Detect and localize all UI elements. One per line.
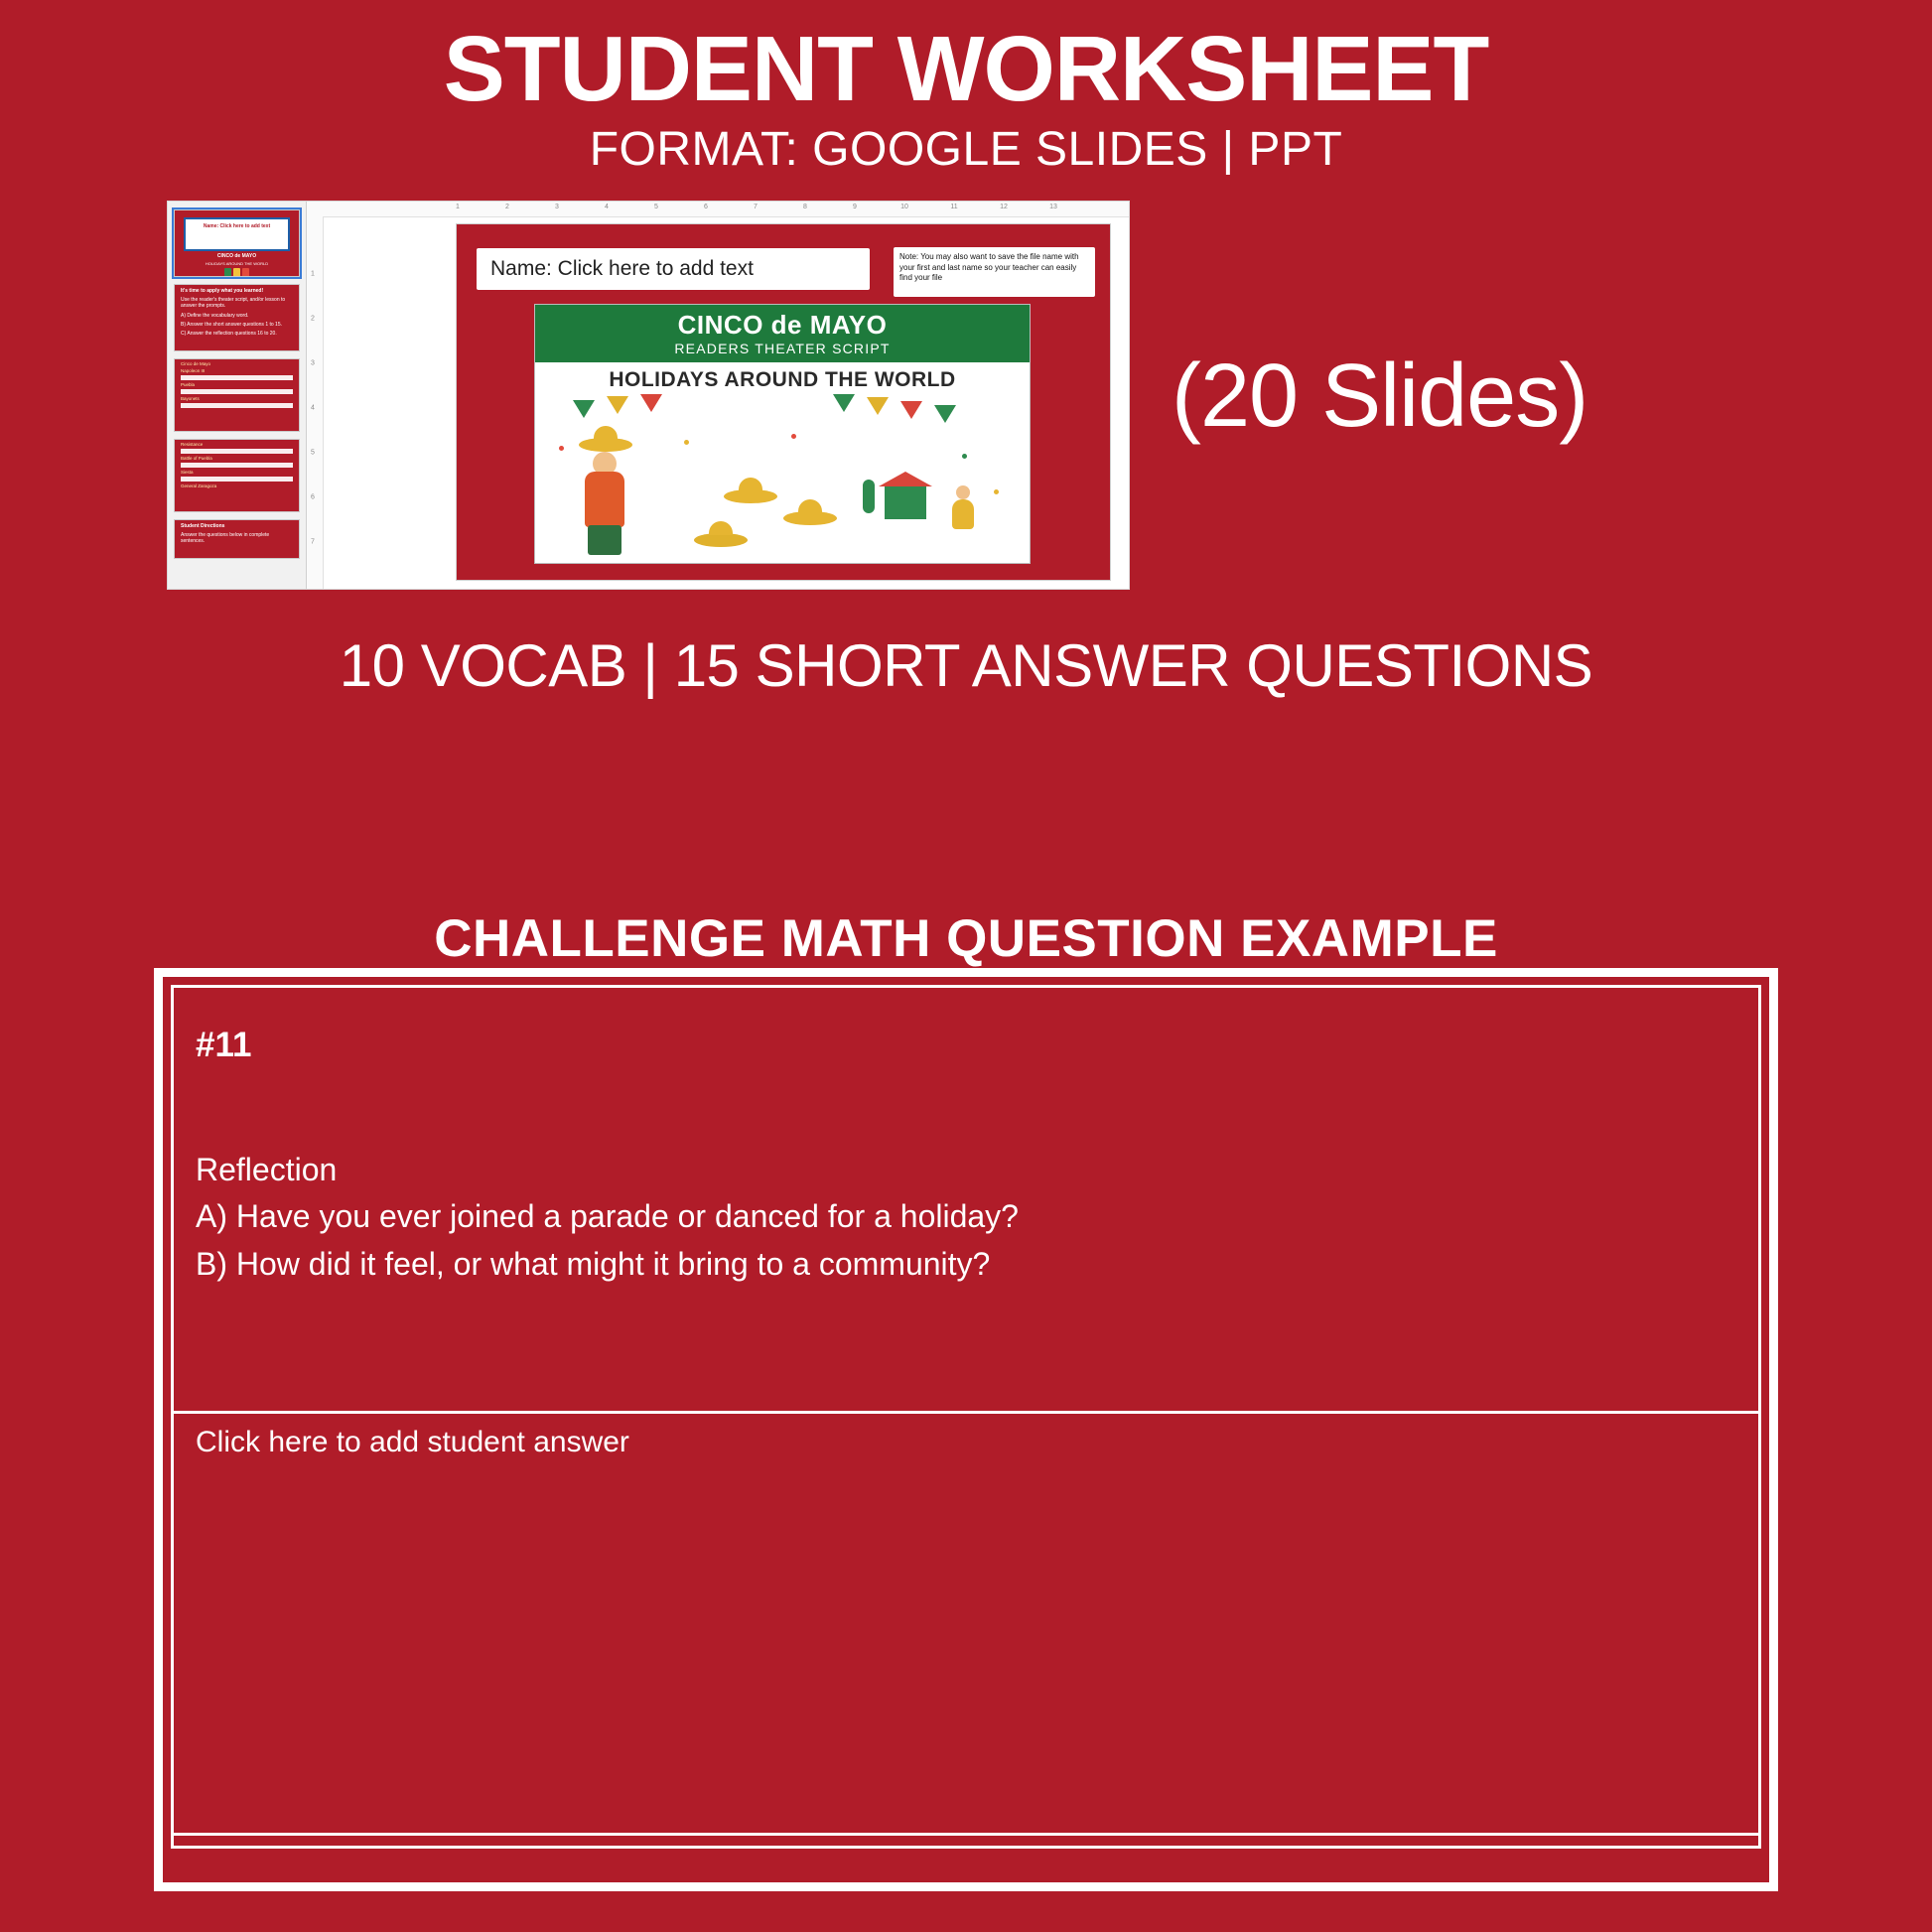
thumb-line: C) Answer the reflection questions 16 to 20. [181,331,277,338]
question-card [171,985,1761,1414]
bunting-flag-icon [640,394,662,412]
thumb-line: Use the reader's theater script, and/or lesson to answer the prompts. [181,297,286,310]
list-item[interactable] [174,358,300,432]
slide-canvas[interactable] [456,223,1111,581]
thumb-answer-line [181,449,293,454]
page-title: STUDENT WORKSHEET [443,17,1489,120]
ruler-tick: 3 [311,359,315,367]
house-icon [885,485,926,519]
thumb-answer-line [181,389,293,394]
cover-image [534,304,1031,564]
thumb-heading: Student Directions [181,522,225,529]
thumb-line: A) Define the vocabulary word. [181,312,249,319]
thumb-label: Puebla [181,381,196,387]
thumb-art [175,268,299,277]
confetti-icon [559,446,564,451]
thumb-label: General Zaragoza [181,483,217,488]
answer-card[interactable] [171,1414,1761,1849]
thumb-heading: Cinco de Mayo [181,360,211,366]
horizontal-ruler [307,202,1129,217]
sombrero-icon [579,438,632,452]
question-number: #11 [196,1026,252,1064]
ruler-tick: 8 [803,203,807,210]
thumb-label: Siesta [181,469,194,475]
thumb-answer-line [181,403,293,408]
ruler-tick: 5 [311,449,315,457]
bunting-flag-icon [900,401,922,419]
list-item[interactable] [174,519,300,559]
ruler-tick: 2 [311,315,315,323]
ruler-tick: 1 [456,203,460,210]
thumb-line: B) Answer the short answer questions 1 to 15. [181,321,282,328]
answer-divider [174,1833,1758,1836]
vocab-summary-label: 10 VOCAB | 15 SHORT ANSWER QUESTIONS [339,631,1593,699]
screenshot-row [0,201,1932,627]
thumb-label: Battle of Puebla [181,455,212,461]
note-textbox: Note: You may also want to save the file name with your first and last name so your teacher can easily find your file [893,246,1096,298]
list-item[interactable] [174,209,300,277]
vertical-ruler [307,216,324,589]
cover-header [535,305,1030,362]
thumb-answer-line [181,463,293,468]
answer-placeholder[interactable]: Click here to add student answer [196,1426,629,1458]
confetti-icon [962,454,967,459]
ruler-tick: 2 [505,203,509,210]
thumb-label: Napoleon III [181,367,206,373]
ruler-tick: 6 [704,203,708,210]
confetti-icon [791,434,796,439]
bunting-flag-icon [934,405,956,423]
cactus-icon [863,480,875,513]
sombrero-icon [724,489,777,503]
ruler-tick: 7 [754,203,758,210]
page-subtitle: FORMAT: GOOGLE SLIDES | PPT [589,122,1343,176]
ruler-tick: 6 [311,493,315,501]
name-field[interactable]: Name: Click here to add text [475,246,872,292]
decor-shape-icon [224,268,231,277]
list-item[interactable] [174,284,300,351]
ruler-tick: 3 [555,203,559,210]
plate-icon [694,533,748,547]
ruler-tick: 7 [311,538,315,546]
ruler-tick: 5 [654,203,658,210]
question-line-b: B) How did it feel, or what might it bring to a community? [196,1245,991,1282]
thumb-cover-band: HOLIDAYS AROUND THE WORLD [205,260,269,266]
thumb-cover-title: CINCO de MAYO [216,252,257,259]
cover-band: HOLIDAYS AROUND THE WORLD [609,367,956,391]
list-item[interactable] [174,439,300,512]
thumb-line: Answer the questions below in complete sentences. [181,532,270,545]
bunting-flag-icon [867,397,889,415]
bunting-flag-icon [607,396,628,414]
ruler-tick: 4 [605,203,609,210]
person-legs-icon [588,525,621,555]
ruler-tick: 12 [1000,203,1008,210]
cover-subtitle: READERS THEATER SCRIPT [674,340,891,356]
ruler-tick: 11 [950,203,958,210]
thumb-title: Name: Click here to add text [184,217,290,251]
ruler-tick: 10 [900,203,908,210]
sombrero-icon [783,511,837,525]
cover-title: CINCO de MAYO [677,309,888,340]
person-head-icon [956,485,970,499]
thumb-answer-line [181,375,293,380]
slide-filmstrip[interactable] [168,202,307,589]
decor-shape-icon [233,268,240,277]
thumb-heading: Resistance [181,441,204,447]
bunting-flag-icon [573,400,595,418]
thumb-heading: It's time to apply what you learned! [181,287,264,294]
thumb-label: Bayonets [181,395,200,401]
ruler-tick: 13 [1049,203,1057,210]
bunting-flag-icon [833,394,855,412]
slide-editor[interactable] [307,202,1129,589]
ruler-tick: 9 [853,203,857,210]
question-line-a: A) Have you ever joined a parade or danced for a holiday? [196,1198,1019,1235]
confetti-icon [684,440,689,445]
google-slides-window [167,201,1130,590]
challenge-example-frame [154,968,1778,1891]
slides-count-label: (20 Slides) [1172,345,1588,446]
ruler-tick: 1 [311,270,315,278]
thumb-answer-line [181,477,293,482]
question-label: Reflection [196,1152,338,1187]
ruler-tick: 4 [311,404,315,412]
page-header [0,0,1932,177]
cover-artwork [535,394,1030,564]
confetti-icon [994,489,999,494]
person-body-icon [952,499,974,529]
decor-shape-icon [242,268,249,277]
challenge-section-title: CHALLENGE MATH QUESTION EXAMPLE [434,908,1498,968]
person-body-icon [585,472,624,527]
